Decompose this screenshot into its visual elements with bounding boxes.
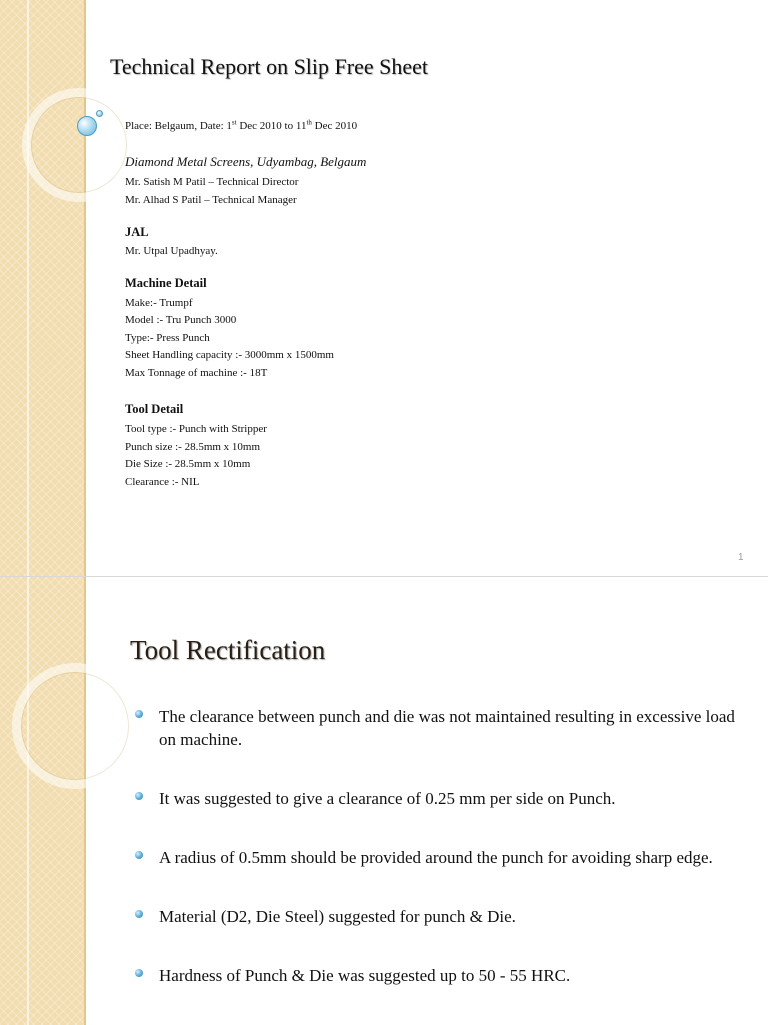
- place-date-prefix: Place: Belgaum, Date: 1: [125, 120, 232, 132]
- machine-line: Max Tonnage of machine :- 18T: [125, 367, 268, 379]
- machine-line: Make:- Trumpf: [125, 297, 193, 309]
- jal-person: Mr. Utpal Upadhyay.: [125, 245, 218, 257]
- bullet-text: A radius of 0.5mm should be provided around the punch for avoiding sharp edge.: [159, 848, 713, 867]
- place-date-line: [125, 118, 357, 136]
- page-number: 1: [738, 552, 744, 563]
- contact-line: Mr. Alhad S Patil – Technical Manager: [125, 194, 297, 206]
- tool-line: Die Size :- 28.5mm x 10mm: [125, 458, 251, 470]
- slide-2: [0, 576, 768, 1025]
- tool-heading: Tool Detail: [125, 402, 184, 416]
- tool-line: Tool type :- Punch with Stripper: [125, 423, 267, 435]
- bullet-item: [132, 905, 752, 928]
- ring-decoration-icon: [12, 663, 138, 789]
- tool-line: Punch size :- 28.5mm x 10mm: [125, 441, 261, 453]
- strip-line: [27, 0, 29, 576]
- machine-line: Model :- Tru Punch 3000: [125, 314, 237, 326]
- strip-edge: [84, 0, 86, 576]
- jal-heading: JAL: [125, 225, 149, 239]
- bullet-dot-icon: [135, 851, 143, 859]
- strip-line: [27, 577, 29, 1025]
- bullet-item: [132, 705, 752, 751]
- bullet-dot-icon: [135, 710, 143, 718]
- contact-line: Mr. Satish M Patil – Technical Director: [125, 176, 299, 188]
- company-name: Diamond Metal Screens, Udyambag, Belgaum: [125, 154, 367, 169]
- bullet-dot-icon: [135, 969, 143, 977]
- bullet-text: The clearance between punch and die was not maintained resulting in excessive load on machine.: [159, 707, 735, 749]
- bullet-text: Hardness of Punch & Die was suggested up to 50 - 55 HRC.: [159, 966, 571, 985]
- machine-heading: Machine Detail: [125, 276, 207, 290]
- place-date-middle: Dec 2010 to 11: [236, 120, 307, 132]
- date-ordinal-2: th: [306, 118, 312, 127]
- ring-decoration-icon: [22, 88, 136, 202]
- bullet-list: [132, 705, 752, 987]
- decorative-strip: [0, 577, 84, 1025]
- bullet-dot-icon: [135, 792, 143, 800]
- date-ordinal-1: st: [231, 118, 237, 127]
- bullet-item: [132, 964, 752, 987]
- machine-line: Type:- Press Punch: [125, 332, 210, 344]
- report-title: Technical Report on Slip Free Sheet: [110, 54, 428, 79]
- bullet-dot-icon: [135, 910, 143, 918]
- place-date-suffix: Dec 2010: [311, 120, 358, 132]
- tool-line: Clearance :- NIL: [125, 476, 200, 488]
- slide-title: Tool Rectification: [130, 635, 326, 665]
- bullet-item: [132, 846, 752, 869]
- machine-line: Sheet Handling capacity :- 3000mm x 1500mm: [125, 349, 334, 361]
- bullet-item: [132, 787, 752, 810]
- decorative-strip: [0, 0, 84, 576]
- bubble-decoration-icon: [77, 116, 97, 136]
- strip-edge: [84, 577, 86, 1025]
- bullet-text: It was suggested to give a clearance of 0.25 mm per side on Punch.: [159, 789, 616, 808]
- bullet-text: Material (D2, Die Steel) suggested for punch & Die.: [159, 907, 516, 926]
- bubble-decoration-icon: [96, 110, 103, 117]
